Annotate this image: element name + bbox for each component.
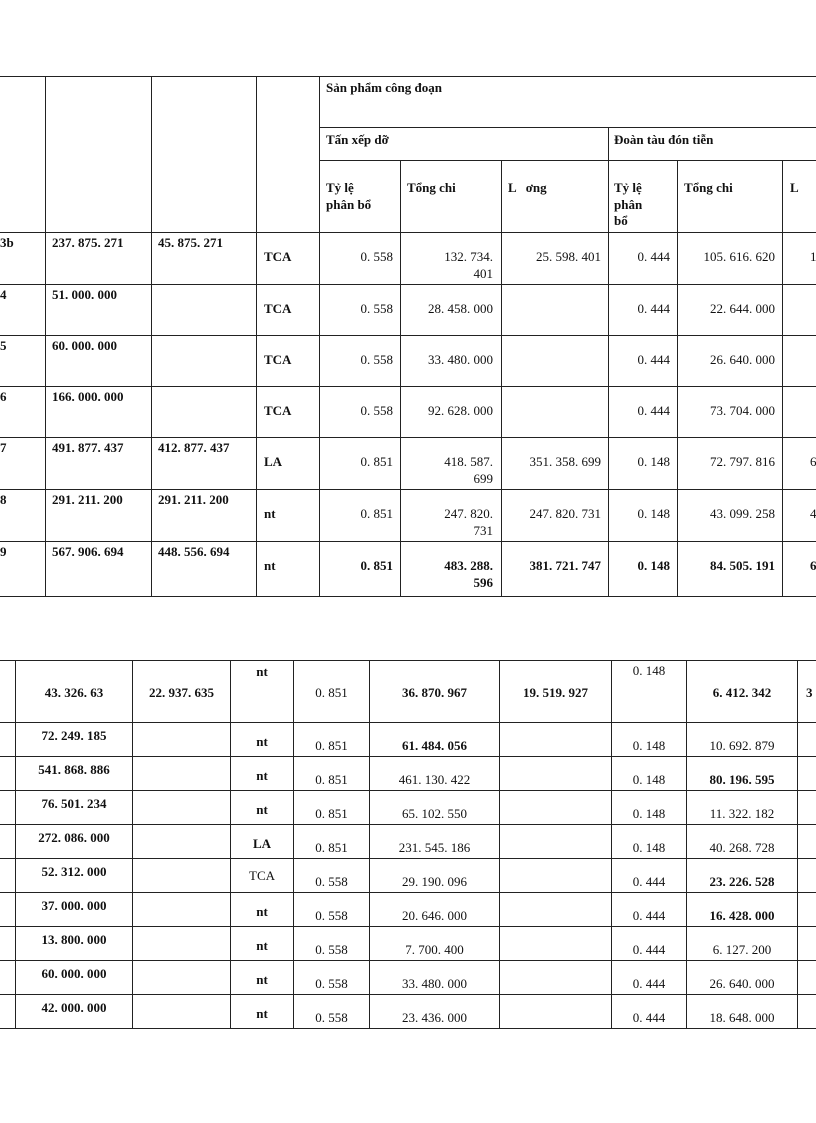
col-wage-1: L ơng xyxy=(508,180,547,195)
row-ratio-1: 0. 558 xyxy=(360,249,393,264)
row-code: nt xyxy=(256,664,268,679)
row-id: 7 xyxy=(0,440,7,455)
row-total-2: 6. 127. 200 xyxy=(712,942,772,957)
row-wage-1: 351. 358. 699 xyxy=(529,454,601,469)
row-total-2: 43. 099. 258 xyxy=(710,506,775,521)
row-code: TCA xyxy=(264,301,292,316)
row-total: 52. 312. 000 xyxy=(41,864,107,879)
row-total-2: 26. 640. 000 xyxy=(710,352,775,367)
row-total: 567. 906. 694 xyxy=(52,544,124,559)
row-total: 72. 249. 185 xyxy=(41,728,107,743)
col-total-2: Tổng chi xyxy=(684,180,733,195)
row-code: nt xyxy=(256,904,268,919)
row-id: 4 xyxy=(0,287,7,302)
subheader-ship-service: Đoàn tàu đón tiễn xyxy=(614,132,714,147)
row-total: 60. 000. 000 xyxy=(52,338,117,353)
row-total-1: 231. 545. 186 xyxy=(398,840,471,855)
row-ratio-1: 0. 851 xyxy=(315,772,348,787)
row-ratio-2: 0. 444 xyxy=(632,874,666,889)
row-total-2: 105. 616. 620 xyxy=(703,249,775,264)
row-code: TCA xyxy=(264,352,292,367)
row-total-1: 61. 484. 056 xyxy=(402,738,467,753)
row-ratio-1: 0. 558 xyxy=(315,1010,348,1025)
row-code: LA xyxy=(264,454,283,469)
row-code: nt xyxy=(256,734,268,749)
row-total-1: 132. 734. xyxy=(444,249,493,264)
row-wage-2: 3 xyxy=(806,685,813,700)
row-ratio-2: 0. 444 xyxy=(632,942,666,957)
row-total: 237. 875. 271 xyxy=(52,235,124,250)
row-total-1: 65. 102. 550 xyxy=(402,806,467,821)
row-id: 9 xyxy=(0,544,7,559)
row-id: 8 xyxy=(0,492,7,507)
row-ratio-2: 0. 148 xyxy=(632,663,666,678)
row-ratio-1: 0. 851 xyxy=(315,685,348,700)
row-total-2: 72. 797. 816 xyxy=(710,454,775,469)
row-total: 43. 326. 63 xyxy=(44,685,104,700)
row-total-1-cont: 401 xyxy=(473,266,493,281)
row-total-2: 18. 648. 000 xyxy=(709,1010,775,1025)
row-total-1: 28. 458. 000 xyxy=(428,301,493,316)
row-total-1: 461. 130. 422 xyxy=(398,772,471,787)
row-code: nt xyxy=(256,938,268,953)
row-wage-1: 19. 519. 927 xyxy=(523,685,588,700)
row-total-2: 11. 322. 182 xyxy=(709,806,775,821)
row-total-2: 16. 428. 000 xyxy=(709,908,775,923)
row-total-2: 22. 644. 000 xyxy=(710,301,775,316)
subheader-loading-tons: Tấn xếp dỡ xyxy=(326,132,389,147)
row-ratio-1: 0. 851 xyxy=(315,806,348,821)
row-ratio-1: 0. 558 xyxy=(315,976,348,991)
row-ratio-2: 0. 444 xyxy=(632,976,666,991)
row-ratio-1: 0. 851 xyxy=(315,738,348,753)
row-id: 3b xyxy=(0,235,14,250)
row-ratio-2: 0. 444 xyxy=(637,352,670,367)
row-ratio-2: 0. 444 xyxy=(637,249,670,264)
row-ratio-2: 0. 444 xyxy=(637,301,670,316)
row-total-2: 23. 226. 528 xyxy=(709,874,775,889)
row-ratio-1: 0. 558 xyxy=(315,908,348,923)
row-total: 76. 501. 234 xyxy=(41,796,107,811)
col-ratio-1-l1: Tỷ lệ xyxy=(326,180,354,195)
row-ratio-2: 0. 444 xyxy=(637,403,670,418)
row-total-1: 33. 480. 000 xyxy=(428,352,493,367)
row-wage-1: 381. 721. 747 xyxy=(529,558,601,573)
col-total-1: Tổng chi xyxy=(407,180,456,195)
row-total-1: 20. 646. 000 xyxy=(402,908,467,923)
row-wage: 45. 875. 271 xyxy=(158,235,223,250)
row-total: 51. 000. 000 xyxy=(52,287,117,302)
col-ratio-2-l2: phân xyxy=(614,197,643,212)
row-wage-2: 1 xyxy=(810,249,816,264)
row-total: 37. 000. 000 xyxy=(41,898,107,913)
row-total: 13. 800. 000 xyxy=(41,932,107,947)
row-total-2: 84. 505. 191 xyxy=(710,558,775,573)
row-total-1: 92. 628. 000 xyxy=(428,403,493,418)
row-ratio-1: 0. 558 xyxy=(360,301,393,316)
row-ratio-1: 0. 558 xyxy=(360,403,393,418)
col-ratio-2-l1: Tỷ lệ xyxy=(614,180,642,195)
row-ratio-1: 0. 558 xyxy=(315,874,348,889)
row-code: nt xyxy=(256,972,268,987)
col-wage-2: L xyxy=(790,180,799,195)
row-total-1-cont: 731 xyxy=(473,523,493,538)
row-ratio-2: 0. 148 xyxy=(632,772,666,787)
row-ratio-2: 0. 148 xyxy=(637,558,670,573)
group-title: Sản phẩm công đoạn xyxy=(326,80,442,95)
row-id: 6 xyxy=(0,389,7,404)
row-total: 60. 000. 000 xyxy=(41,966,107,981)
col-ratio-2-l3: bổ xyxy=(614,213,628,228)
row-ratio-2: 0. 148 xyxy=(632,840,666,855)
row-total-1: 23. 436. 000 xyxy=(402,1010,467,1025)
row-total-1: 247. 820. xyxy=(444,506,493,521)
row-total-2: 26. 640. 000 xyxy=(709,976,775,991)
row-code: nt xyxy=(256,768,268,783)
row-wage-2: 6 xyxy=(810,558,816,573)
row-wage-2: 6 xyxy=(810,454,816,469)
row-total-1-cont: 596 xyxy=(473,575,493,590)
row-code: nt xyxy=(264,506,276,521)
row-wage-1: 25. 598. 401 xyxy=(536,249,601,264)
row-ratio-1: 0. 558 xyxy=(315,942,348,957)
row-id: 5 xyxy=(0,338,7,353)
row-ratio-2: 0. 148 xyxy=(632,806,666,821)
row-code: TCA xyxy=(264,403,292,418)
row-wage-2: 4 xyxy=(810,506,816,521)
row-ratio-2: 0. 444 xyxy=(632,908,666,923)
row-wage: 412. 877. 437 xyxy=(158,440,230,455)
row-wage-1: 247. 820. 731 xyxy=(529,506,601,521)
row-total-2: 40. 268. 728 xyxy=(709,840,775,855)
row-total: 42. 000. 000 xyxy=(41,1000,107,1015)
row-code: nt xyxy=(256,1006,268,1021)
row-total-1-cont: 699 xyxy=(473,471,493,486)
row-code: TCA xyxy=(249,868,275,883)
row-ratio-2: 0. 148 xyxy=(632,738,666,753)
row-total-1: 483. 288. xyxy=(444,558,493,573)
row-ratio-1: 0. 851 xyxy=(360,506,393,521)
row-code: nt xyxy=(256,802,268,817)
row-total-1: 29. 190. 096 xyxy=(402,874,467,889)
row-ratio-2: 0. 148 xyxy=(637,506,670,521)
row-code: TCA xyxy=(264,249,292,264)
row-wage: 291. 211. 200 xyxy=(158,492,229,507)
row-total-2: 73. 704. 000 xyxy=(710,403,775,418)
row-total: 166. 000. 000 xyxy=(52,389,124,404)
row-total: 541. 868. 886 xyxy=(38,762,110,777)
row-code: LA xyxy=(252,836,272,851)
row-total-1: 7. 700. 400 xyxy=(405,942,464,957)
row-code: nt xyxy=(264,558,276,573)
col-ratio-1-l2: phân bổ xyxy=(326,197,372,212)
row-total-2: 80. 196. 595 xyxy=(709,772,775,787)
row-ratio-1: 0. 851 xyxy=(360,454,393,469)
row-ratio-2: 0. 444 xyxy=(632,1010,666,1025)
row-ratio-1: 0. 851 xyxy=(315,840,348,855)
row-wage: 22. 937. 635 xyxy=(149,685,214,700)
row-total-1: 33. 480. 000 xyxy=(402,976,467,991)
row-total-2: 6. 412. 342 xyxy=(712,685,772,700)
row-ratio-1: 0. 558 xyxy=(360,352,393,367)
row-total: 491. 877. 437 xyxy=(52,440,124,455)
row-total-2: 10. 692. 879 xyxy=(709,738,775,753)
row-total-1: 418. 587. xyxy=(444,454,493,469)
row-ratio-1: 0. 851 xyxy=(360,558,393,573)
row-total-1: 36. 870. 967 xyxy=(402,685,467,700)
row-ratio-2: 0. 148 xyxy=(637,454,670,469)
row-wage: 448. 556. 694 xyxy=(158,544,230,559)
row-total: 272. 086. 000 xyxy=(38,830,110,845)
row-total: 291. 211. 200 xyxy=(52,492,123,507)
